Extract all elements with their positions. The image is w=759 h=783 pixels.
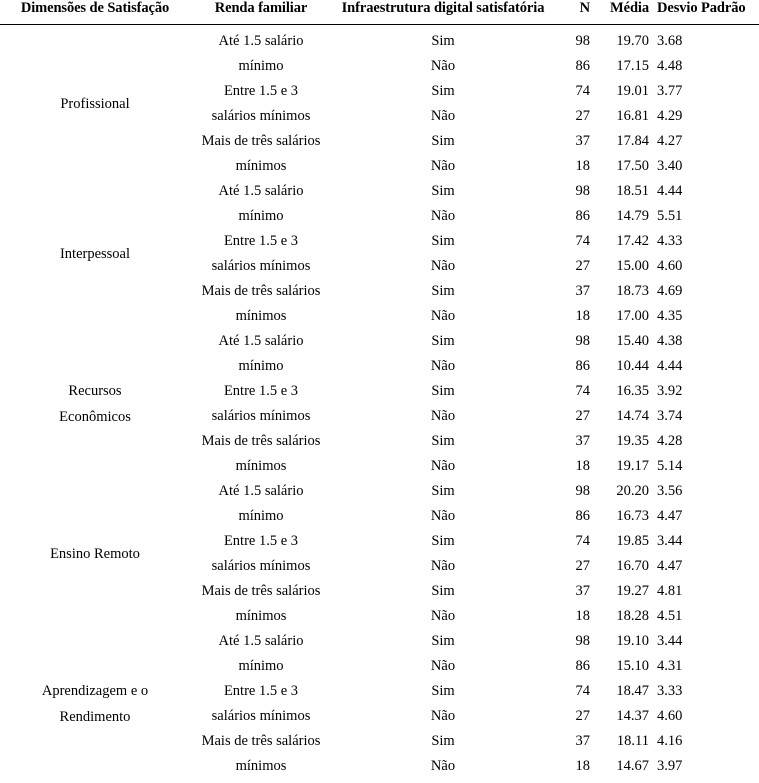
cell-media: 15.40 — [616, 333, 649, 349]
cell-media: 18.28 — [616, 608, 649, 624]
cell-infraestrutura: Não — [430, 208, 456, 224]
cell-infraestrutura: Sim — [431, 83, 455, 99]
cell-renda-familiar: Entre 1.5 e 3 — [223, 83, 299, 99]
cell-n: 37 — [575, 283, 590, 299]
cell-renda-familiar: Até 1.5 salário — [218, 33, 304, 49]
cell-desvio-padrao: 4.44 — [657, 358, 683, 374]
dimension-label-line: Rendimento — [59, 709, 131, 725]
cell-n: 37 — [575, 433, 590, 449]
column-header-infraestrutura: Infraestrutura digital satisfatória — [341, 0, 545, 16]
cell-media: 14.74 — [616, 408, 649, 424]
cell-infraestrutura: Não — [430, 158, 456, 174]
cell-desvio-padrao: 3.33 — [657, 683, 683, 699]
cell-renda-familiar: Entre 1.5 e 3 — [223, 233, 299, 249]
cell-renda-familiar: Mais de três salários — [201, 433, 321, 449]
cell-renda-familiar: Entre 1.5 e 3 — [223, 533, 299, 549]
column-header-renda: Renda familiar — [214, 0, 308, 16]
cell-infraestrutura: Não — [430, 758, 456, 774]
cell-n: 74 — [575, 233, 590, 249]
cell-media: 16.73 — [616, 508, 649, 524]
cell-renda-familiar: mínimos — [235, 458, 287, 474]
cell-n: 74 — [575, 533, 590, 549]
cell-n: 18 — [575, 608, 590, 624]
cell-desvio-padrao: 4.47 — [657, 558, 683, 574]
cell-n: 27 — [575, 108, 590, 124]
cell-n: 86 — [575, 58, 590, 74]
cell-renda-familiar: salários mínimos — [211, 708, 311, 724]
cell-desvio-padrao: 4.28 — [657, 433, 683, 449]
cell-desvio-padrao: 4.35 — [657, 308, 683, 324]
table-row — [0, 25, 759, 55]
dimension-label — [0, 479, 190, 629]
cell-desvio-padrao: 3.40 — [657, 158, 683, 174]
cell-renda-familiar: Até 1.5 salário — [218, 183, 304, 199]
table-row — [0, 629, 759, 654]
cell-n: 18 — [575, 458, 590, 474]
cell-infraestrutura: Sim — [431, 683, 455, 699]
cell-desvio-padrao: 4.29 — [657, 108, 683, 124]
cell-desvio-padrao: 4.48 — [657, 58, 683, 74]
cell-infraestrutura: Não — [430, 358, 456, 374]
cell-n: 86 — [575, 358, 590, 374]
cell-renda-familiar: Até 1.5 salário — [218, 483, 304, 499]
cell-n: 74 — [575, 683, 590, 699]
dimension-label-line: Econômicos — [59, 409, 131, 425]
cell-media: 14.79 — [616, 208, 649, 224]
cell-desvio-padrao: 4.31 — [657, 658, 683, 674]
cell-desvio-padrao: 3.56 — [657, 483, 683, 499]
cell-infraestrutura: Não — [430, 608, 456, 624]
cell-media: 20.20 — [616, 483, 649, 499]
cell-n: 86 — [575, 658, 590, 674]
cell-desvio-padrao: 4.60 — [657, 258, 683, 274]
cell-infraestrutura: Sim — [431, 483, 455, 499]
cell-renda-familiar: mínimo — [238, 208, 284, 224]
cell-infraestrutura: Sim — [431, 383, 455, 399]
table-header — [0, 0, 759, 25]
cell-n: 37 — [575, 733, 590, 749]
cell-media: 19.01 — [616, 83, 649, 99]
cell-renda-familiar: Mais de três salários — [201, 583, 321, 599]
cell-media: 19.85 — [616, 533, 649, 549]
cell-media: 15.00 — [616, 258, 649, 274]
cell-desvio-padrao: 4.38 — [657, 333, 683, 349]
cell-media: 18.51 — [616, 183, 649, 199]
cell-n: 98 — [575, 483, 590, 499]
dimension-label-line: Ensino Remoto — [50, 546, 140, 562]
cell-renda-familiar: mínimo — [238, 508, 284, 524]
cell-n: 18 — [575, 158, 590, 174]
cell-infraestrutura: Sim — [431, 583, 455, 599]
cell-desvio-padrao: 3.97 — [657, 758, 683, 774]
cell-n: 18 — [575, 308, 590, 324]
cell-media: 14.37 — [616, 708, 649, 724]
cell-media: 19.70 — [616, 33, 649, 49]
cell-infraestrutura: Não — [430, 258, 456, 274]
cell-media: 19.17 — [616, 458, 649, 474]
cell-renda-familiar: mínimos — [235, 308, 287, 324]
table-row — [0, 329, 759, 354]
cell-n: 27 — [575, 408, 590, 424]
column-header-media: Média — [610, 0, 649, 16]
cell-media: 16.35 — [616, 383, 649, 399]
cell-media: 19.27 — [616, 583, 649, 599]
cell-infraestrutura: Sim — [431, 283, 455, 299]
dimension-label-line: Interpessoal — [59, 246, 131, 262]
table-row — [0, 479, 759, 504]
cell-media: 19.35 — [616, 433, 649, 449]
cell-n: 98 — [575, 333, 590, 349]
cell-desvio-padrao: 4.81 — [657, 583, 683, 599]
column-header-n: N — [579, 0, 590, 16]
cell-n: 98 — [575, 33, 590, 49]
cell-n: 27 — [575, 708, 590, 724]
cell-infraestrutura: Sim — [431, 183, 455, 199]
cell-media: 14.67 — [616, 758, 649, 774]
cell-desvio-padrao: 4.16 — [657, 733, 683, 749]
cell-infraestrutura: Sim — [431, 33, 455, 49]
cell-media: 17.15 — [616, 58, 649, 74]
table-row — [0, 179, 759, 204]
column-header-dimensao: Dimensões de Satisfação — [20, 0, 170, 16]
cell-n: 18 — [575, 758, 590, 774]
cell-renda-familiar: mínimos — [235, 758, 287, 774]
cell-n: 37 — [575, 133, 590, 149]
cell-renda-familiar: Até 1.5 salário — [218, 333, 304, 349]
cell-desvio-padrao: 4.51 — [657, 608, 683, 624]
dimension-label-line: Profissional — [60, 96, 130, 112]
cell-renda-familiar: Entre 1.5 e 3 — [223, 683, 299, 699]
cell-renda-familiar: salários mínimos — [211, 558, 311, 574]
cell-infraestrutura: Sim — [431, 733, 455, 749]
cell-n: 27 — [575, 558, 590, 574]
cell-renda-familiar: mínimos — [235, 608, 287, 624]
cell-infraestrutura: Não — [430, 558, 456, 574]
cell-media: 18.47 — [616, 683, 649, 699]
cell-media: 17.84 — [616, 133, 649, 149]
cell-desvio-padrao: 5.51 — [657, 208, 683, 224]
cell-media: 18.73 — [616, 283, 649, 299]
cell-infraestrutura: Não — [430, 508, 456, 524]
cell-media: 19.10 — [616, 633, 649, 649]
cell-infraestrutura: Sim — [431, 533, 455, 549]
cell-desvio-padrao: 4.69 — [657, 283, 683, 299]
dimension-label-line: Aprendizagem e o — [41, 683, 149, 699]
dimension-label — [0, 179, 190, 329]
cell-infraestrutura: Não — [430, 108, 456, 124]
dimension-label — [0, 629, 190, 779]
cell-desvio-padrao: 4.47 — [657, 508, 683, 524]
cell-infraestrutura: Não — [430, 458, 456, 474]
cell-renda-familiar: mínimo — [238, 58, 284, 74]
cell-desvio-padrao: 3.44 — [657, 633, 683, 649]
table-body — [0, 25, 759, 780]
cell-n: 98 — [575, 633, 590, 649]
cell-infraestrutura: Sim — [431, 333, 455, 349]
cell-media: 17.50 — [616, 158, 649, 174]
cell-renda-familiar: mínimo — [238, 358, 284, 374]
cell-media: 16.70 — [616, 558, 649, 574]
cell-infraestrutura: Não — [430, 658, 456, 674]
cell-media: 18.11 — [616, 733, 649, 749]
cell-renda-familiar: Até 1.5 salário — [218, 633, 304, 649]
cell-renda-familiar: salários mínimos — [211, 108, 311, 124]
column-header-desvio-padrao: Desvio Padrão — [657, 0, 746, 16]
cell-desvio-padrao: 4.60 — [657, 708, 683, 724]
cell-n: 86 — [575, 508, 590, 524]
cell-desvio-padrao: 5.14 — [657, 458, 683, 474]
dimension-label — [0, 25, 190, 180]
cell-infraestrutura: Não — [430, 308, 456, 324]
cell-infraestrutura: Sim — [431, 133, 455, 149]
cell-infraestrutura: Não — [430, 58, 456, 74]
cell-media: 15.10 — [616, 658, 649, 674]
cell-media: 16.81 — [616, 108, 649, 124]
cell-renda-familiar: Entre 1.5 e 3 — [223, 383, 299, 399]
cell-desvio-padrao: 3.92 — [657, 383, 683, 399]
cell-desvio-padrao: 4.33 — [657, 233, 683, 249]
cell-renda-familiar: salários mínimos — [211, 408, 311, 424]
cell-desvio-padrao: 4.27 — [657, 133, 683, 149]
cell-media: 10.44 — [616, 358, 649, 374]
cell-n: 86 — [575, 208, 590, 224]
cell-infraestrutura: Sim — [431, 633, 455, 649]
cell-desvio-padrao: 3.68 — [657, 33, 683, 49]
dimension-label — [0, 329, 190, 479]
dimension-label-line: Recursos — [68, 383, 122, 399]
cell-n: 98 — [575, 183, 590, 199]
cell-renda-familiar: mínimo — [238, 658, 284, 674]
cell-n: 74 — [575, 383, 590, 399]
cell-infraestrutura: Sim — [431, 433, 455, 449]
cell-desvio-padrao: 3.44 — [657, 533, 683, 549]
cell-desvio-padrao: 4.44 — [657, 183, 683, 199]
cell-n: 74 — [575, 83, 590, 99]
cell-desvio-padrao: 3.74 — [657, 408, 683, 424]
cell-renda-familiar: Mais de três salários — [201, 283, 321, 299]
cell-renda-familiar: mínimos — [235, 158, 287, 174]
header-row — [0, 0, 759, 25]
cell-renda-familiar: Mais de três salários — [201, 733, 321, 749]
cell-infraestrutura: Não — [430, 408, 456, 424]
cell-n: 27 — [575, 258, 590, 274]
cell-infraestrutura: Sim — [431, 233, 455, 249]
cell-media: 17.00 — [616, 308, 649, 324]
cell-n: 37 — [575, 583, 590, 599]
cell-desvio-padrao: 3.77 — [657, 83, 683, 99]
cell-media: 17.42 — [616, 233, 649, 249]
cell-infraestrutura: Não — [430, 708, 456, 724]
cell-renda-familiar: salários mínimos — [211, 258, 311, 274]
cell-renda-familiar: Mais de três salários — [201, 133, 321, 149]
